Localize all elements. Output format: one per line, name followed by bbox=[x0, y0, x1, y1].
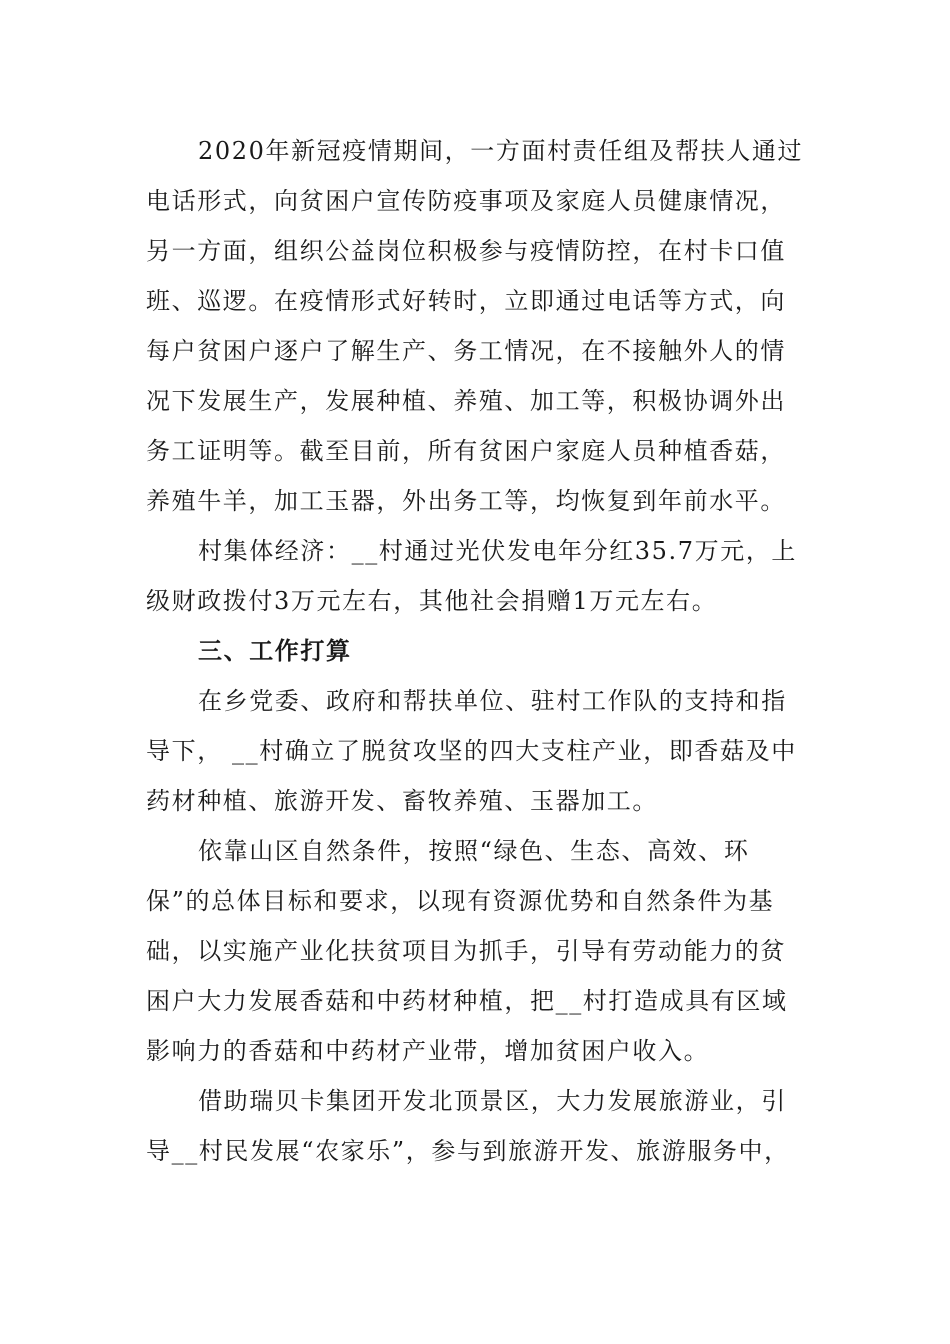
paragraph-line: 影响力的香菇和中药材产业带，增加贫困户收入。 bbox=[146, 1037, 710, 1065]
paragraph-line: 保”的总体目标和要求，以现有资源优势和自然条件为基 bbox=[146, 887, 775, 915]
paragraph-line: 村集体经济：__村通过光伏发电年分红35.7万元，上 bbox=[198, 537, 798, 565]
paragraph-line: 2020年新冠疫情期间，一方面村责任组及帮扶人通过 bbox=[198, 137, 804, 165]
paragraph-line: 借助瑞贝卡集团开发北顶景区，大力发展旅游业，引 bbox=[198, 1087, 787, 1115]
paragraph-line: 电话形式，向贫困户宣传防疫事项及家庭人员健康情况， bbox=[146, 187, 786, 215]
paragraph-line: 导__村民发展“农家乐”，参与到旅游开发、旅游服务中， bbox=[146, 1137, 790, 1165]
paragraph-line: 况下发展生产，发展种植、养殖、加工等，积极协调外出 bbox=[146, 387, 786, 415]
section-heading: 三、工作打算 bbox=[198, 636, 352, 665]
paragraph-line: 养殖牛羊，加工玉器，外出务工等，均恢复到年前水平。 bbox=[146, 487, 786, 515]
paragraph-line: 另一方面，组织公益岗位积极参与疫情防控，在村卡口值 bbox=[146, 237, 786, 265]
paragraph-line: 每户贫困户逐户了解生产、务工情况，在不接触外人的情 bbox=[146, 337, 786, 365]
paragraph-line: 依靠山区自然条件，按照“绿色、生态、高效、环 bbox=[198, 837, 750, 865]
paragraph-line: 班、巡逻。在疫情形式好转时，立即通过电话等方式，向 bbox=[146, 287, 786, 315]
paragraph-line: 药材种植、旅游开发、畜牧养殖、玉器加工。 bbox=[146, 787, 658, 815]
paragraph-line: 在乡党委、政府和帮扶单位、驻村工作队的支持和指 bbox=[198, 687, 787, 715]
paragraph-line: 导下， __村确立了脱贫攻坚的四大支柱产业，即香菇及中 bbox=[146, 737, 797, 765]
paragraph-line: 务工证明等。截至目前，所有贫困户家庭人员种植香菇， bbox=[146, 437, 786, 465]
paragraph-line: 础，以实施产业化扶贫项目为抓手，引导有劳动能力的贫 bbox=[146, 937, 786, 965]
paragraph-line: 困户大力发展香菇和中药材种植，把__村打造成具有区域 bbox=[146, 987, 788, 1015]
paragraph-line: 级财政拨付3万元左右，其他社会捐赠1万元左右。 bbox=[146, 587, 718, 615]
